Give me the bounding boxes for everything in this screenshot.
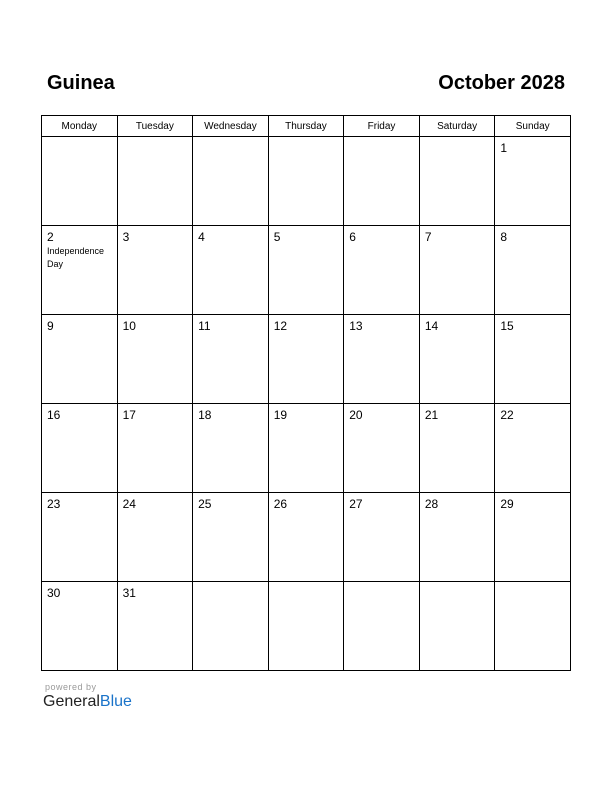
day-cell (495, 404, 571, 493)
day-cell (117, 315, 193, 404)
calendar-grid (41, 115, 571, 671)
generalblue-logo (43, 693, 132, 711)
day-number: 5 (273, 230, 281, 244)
day-number: 9 (47, 319, 54, 333)
day-number: 11 (198, 319, 211, 333)
day-number: 31 (122, 586, 136, 600)
day-number: 22 (500, 408, 514, 422)
day-cell (117, 226, 193, 315)
day-cell (268, 226, 344, 315)
day-cell (42, 315, 118, 404)
day-cell (268, 404, 344, 493)
day-number: 19 (273, 408, 288, 422)
empty-day-cell (42, 137, 118, 226)
week-row (42, 137, 571, 226)
empty-day-cell (419, 137, 495, 226)
day-number: 23 (47, 497, 61, 511)
week-row (42, 226, 571, 315)
day-cell (344, 493, 420, 582)
powered-by-label: powered by (45, 682, 97, 692)
weekday-header-row (42, 116, 571, 137)
day-cell (42, 493, 118, 582)
day-cell (193, 226, 269, 315)
day-cell (193, 493, 269, 582)
day-cell (419, 404, 495, 493)
week-row (42, 404, 571, 493)
footer-branding (43, 682, 132, 711)
day-number: 6 (349, 230, 356, 244)
empty-day-cell (344, 137, 420, 226)
empty-day-cell (495, 582, 571, 671)
day-cell (42, 404, 118, 493)
day-cell (117, 493, 193, 582)
day-cell (117, 404, 193, 493)
day-number: 18 (198, 408, 212, 422)
day-number: 1 (500, 141, 508, 155)
day-cell (193, 315, 269, 404)
month-year-title: October 2028 (438, 72, 565, 94)
empty-day-cell (268, 137, 344, 226)
brand-name-part1: General (43, 693, 100, 710)
day-number: 17 (122, 408, 136, 422)
day-number: 27 (349, 497, 363, 511)
weekday-header: Thursday (268, 116, 344, 137)
day-cell (344, 315, 420, 404)
holiday-label: Independence Day (47, 246, 105, 269)
day-number: 25 (198, 497, 212, 511)
day-cell (495, 226, 571, 315)
day-number: 8 (500, 230, 508, 244)
day-number: 29 (500, 497, 514, 511)
weekday-header: Friday (344, 116, 420, 137)
country-title: Guinea (47, 72, 115, 94)
day-number: 13 (349, 319, 363, 333)
empty-day-cell (344, 582, 420, 671)
day-cell (268, 315, 344, 404)
brand-name-part2: Blue (99, 693, 132, 710)
day-cell (344, 404, 420, 493)
day-cell (344, 226, 420, 315)
day-cell (117, 582, 193, 671)
day-number: 16 (47, 408, 61, 422)
day-cell (42, 226, 118, 315)
week-row (42, 493, 571, 582)
day-number: 10 (122, 319, 136, 333)
day-number: 20 (349, 408, 363, 422)
day-number: 26 (273, 497, 288, 511)
week-row (42, 315, 571, 404)
day-cell (495, 315, 571, 404)
day-number: 21 (424, 408, 439, 422)
day-cell (419, 315, 495, 404)
day-cell (419, 226, 495, 315)
day-number: 7 (424, 230, 432, 244)
day-cell (193, 404, 269, 493)
weekday-header: Tuesday (117, 116, 193, 137)
weekday-header: Monday (42, 116, 118, 137)
day-number: 24 (122, 497, 136, 511)
day-number: 4 (198, 230, 205, 244)
day-cell (419, 493, 495, 582)
day-number: 2 (47, 230, 54, 244)
day-number: 12 (273, 319, 288, 333)
day-cell (495, 493, 571, 582)
day-number: 28 (424, 497, 439, 511)
day-cell (268, 493, 344, 582)
empty-day-cell (193, 582, 269, 671)
weekday-header: Wednesday (193, 116, 269, 137)
weekday-header: Saturday (419, 116, 495, 137)
day-cell (42, 582, 118, 671)
empty-day-cell (193, 137, 269, 226)
weekday-header: Sunday (495, 116, 571, 137)
day-number: 14 (424, 319, 439, 333)
empty-day-cell (117, 137, 193, 226)
week-row (42, 582, 571, 671)
day-cell (495, 137, 571, 226)
empty-day-cell (419, 582, 495, 671)
day-number: 30 (47, 586, 61, 600)
day-number: 3 (122, 230, 130, 244)
day-number: 15 (500, 319, 514, 333)
empty-day-cell (268, 582, 344, 671)
